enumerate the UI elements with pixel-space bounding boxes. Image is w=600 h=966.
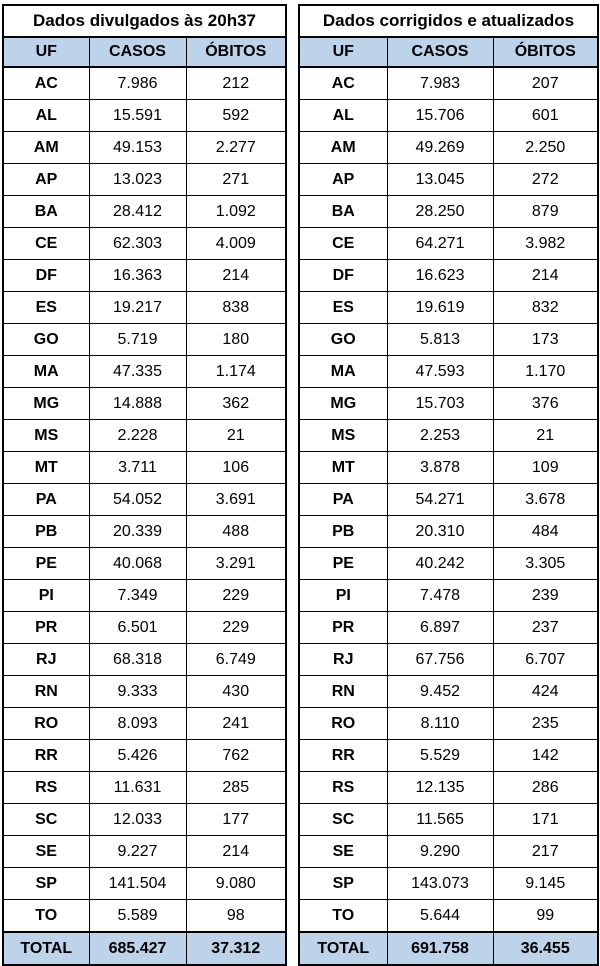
table-row — [299, 676, 598, 708]
table-row — [299, 452, 598, 484]
cell-uf: MA — [3, 356, 89, 388]
cell-casos: 8.093 — [89, 708, 186, 740]
cell-casos: 5.589 — [89, 900, 186, 933]
cell-obitos: 484 — [493, 516, 598, 548]
cell-obitos: 3.678 — [493, 484, 598, 516]
total-row — [299, 932, 598, 965]
cell-obitos: 171 — [493, 804, 598, 836]
cell-obitos: 832 — [493, 292, 598, 324]
cell-obitos: 1.174 — [186, 356, 286, 388]
cell-obitos: 1.170 — [493, 356, 598, 388]
cell-obitos: 3.291 — [186, 548, 286, 580]
cell-uf: PR — [299, 612, 387, 644]
cell-casos: 9.227 — [89, 836, 186, 868]
cell-obitos: 9.080 — [186, 868, 286, 900]
table-row — [3, 804, 286, 836]
table-row — [299, 772, 598, 804]
cell-casos: 19.619 — [387, 292, 493, 324]
cell-uf: RJ — [299, 644, 387, 676]
cell-uf: DF — [299, 260, 387, 292]
table-row — [3, 676, 286, 708]
table-row — [299, 292, 598, 324]
cell-uf: RO — [299, 708, 387, 740]
table-row — [3, 548, 286, 580]
cell-uf: DF — [3, 260, 89, 292]
cell-casos: 54.271 — [387, 484, 493, 516]
cell-uf: AC — [3, 67, 89, 100]
cell-casos: 11.631 — [89, 772, 186, 804]
cell-uf: SC — [299, 804, 387, 836]
cell-casos: 3.878 — [387, 452, 493, 484]
published-data-table — [2, 4, 287, 966]
cell-uf: RN — [299, 676, 387, 708]
table-row — [3, 580, 286, 612]
cell-uf: SP — [299, 868, 387, 900]
cell-obitos: 207 — [493, 67, 598, 100]
cell-uf: BA — [299, 196, 387, 228]
table-row — [299, 196, 598, 228]
table-row — [299, 644, 598, 676]
table-row — [3, 772, 286, 804]
table-row — [299, 740, 598, 772]
cell-casos: 15.703 — [387, 388, 493, 420]
table-title: Dados divulgados às 20h37 — [3, 5, 286, 37]
cell-obitos: 424 — [493, 676, 598, 708]
cell-obitos: 2.250 — [493, 132, 598, 164]
cell-casos: 13.045 — [387, 164, 493, 196]
cell-casos: 67.756 — [387, 644, 493, 676]
table-row — [3, 900, 286, 933]
column-header-obitos: ÓBITOS — [493, 37, 598, 67]
table-row — [299, 164, 598, 196]
cell-casos: 16.363 — [89, 260, 186, 292]
cell-obitos: 272 — [493, 164, 598, 196]
cell-casos: 5.719 — [89, 324, 186, 356]
table-row — [299, 67, 598, 100]
cell-uf: RJ — [3, 644, 89, 676]
cell-uf: PI — [3, 580, 89, 612]
cell-casos: 5.644 — [387, 900, 493, 933]
cell-casos: 7.983 — [387, 67, 493, 100]
cell-casos: 15.591 — [89, 100, 186, 132]
cell-obitos: 142 — [493, 740, 598, 772]
cell-casos: 68.318 — [89, 644, 186, 676]
cell-casos: 9.333 — [89, 676, 186, 708]
table-row — [299, 100, 598, 132]
cell-uf: SE — [3, 836, 89, 868]
cell-casos: 47.335 — [89, 356, 186, 388]
total-casos: 685.427 — [89, 932, 186, 965]
cell-obitos: 180 — [186, 324, 286, 356]
cell-casos: 20.310 — [387, 516, 493, 548]
cell-obitos: 362 — [186, 388, 286, 420]
total-row — [3, 932, 286, 965]
cell-obitos: 239 — [493, 580, 598, 612]
cell-uf: ES — [3, 292, 89, 324]
table-row — [3, 260, 286, 292]
cell-uf: PA — [299, 484, 387, 516]
table-row — [299, 516, 598, 548]
table-row — [3, 644, 286, 676]
cell-obitos: 21 — [493, 420, 598, 452]
cell-casos: 5.426 — [89, 740, 186, 772]
cell-uf: MS — [3, 420, 89, 452]
cell-obitos: 2.277 — [186, 132, 286, 164]
cell-obitos: 430 — [186, 676, 286, 708]
table-row — [3, 420, 286, 452]
table-row — [3, 708, 286, 740]
table-row — [3, 324, 286, 356]
cell-uf: AM — [299, 132, 387, 164]
cell-obitos: 173 — [493, 324, 598, 356]
cell-uf: MG — [299, 388, 387, 420]
cell-uf: RS — [299, 772, 387, 804]
cell-casos: 64.271 — [387, 228, 493, 260]
cell-casos: 49.269 — [387, 132, 493, 164]
total-obitos: 36.455 — [493, 932, 598, 965]
column-header-casos: CASOS — [387, 37, 493, 67]
cell-casos: 19.217 — [89, 292, 186, 324]
cell-uf: PA — [3, 484, 89, 516]
cell-casos: 11.565 — [387, 804, 493, 836]
cell-casos: 13.023 — [89, 164, 186, 196]
cell-uf: BA — [3, 196, 89, 228]
column-header-casos: CASOS — [89, 37, 186, 67]
cell-uf: AC — [299, 67, 387, 100]
cell-uf: TO — [3, 900, 89, 933]
cell-casos: 2.253 — [387, 420, 493, 452]
cell-obitos: 235 — [493, 708, 598, 740]
cell-casos: 62.303 — [89, 228, 186, 260]
table-row — [3, 516, 286, 548]
cell-uf: SE — [299, 836, 387, 868]
total-label: TOTAL — [3, 932, 89, 965]
table-row — [299, 548, 598, 580]
cell-uf: MT — [299, 452, 387, 484]
cell-uf: AM — [3, 132, 89, 164]
table-row — [3, 196, 286, 228]
cell-uf: GO — [3, 324, 89, 356]
cell-obitos: 488 — [186, 516, 286, 548]
cell-casos: 6.897 — [387, 612, 493, 644]
cell-obitos: 241 — [186, 708, 286, 740]
table-row — [3, 452, 286, 484]
cell-obitos: 271 — [186, 164, 286, 196]
cell-obitos: 6.749 — [186, 644, 286, 676]
cell-obitos: 285 — [186, 772, 286, 804]
cell-obitos: 6.707 — [493, 644, 598, 676]
cell-uf: PE — [299, 548, 387, 580]
cell-uf: MA — [299, 356, 387, 388]
cell-obitos: 98 — [186, 900, 286, 933]
cell-uf: SC — [3, 804, 89, 836]
cell-uf: AP — [3, 164, 89, 196]
column-header-obitos: ÓBITOS — [186, 37, 286, 67]
table-row — [299, 580, 598, 612]
cell-obitos: 214 — [493, 260, 598, 292]
table-row — [3, 484, 286, 516]
cell-casos: 8.110 — [387, 708, 493, 740]
cell-uf: PB — [3, 516, 89, 548]
table-title: Dados corrigidos e atualizados — [299, 5, 598, 37]
cell-obitos: 229 — [186, 580, 286, 612]
cell-casos: 15.706 — [387, 100, 493, 132]
cell-obitos: 21 — [186, 420, 286, 452]
cell-casos: 2.228 — [89, 420, 186, 452]
cell-casos: 28.250 — [387, 196, 493, 228]
cell-casos: 47.593 — [387, 356, 493, 388]
cell-casos: 28.412 — [89, 196, 186, 228]
table-row — [299, 356, 598, 388]
cell-casos: 12.033 — [89, 804, 186, 836]
table-row — [299, 484, 598, 516]
cell-uf: RR — [299, 740, 387, 772]
cell-obitos: 1.092 — [186, 196, 286, 228]
cell-obitos: 879 — [493, 196, 598, 228]
cell-uf: GO — [299, 324, 387, 356]
cell-obitos: 214 — [186, 260, 286, 292]
table-row — [299, 260, 598, 292]
cell-obitos: 601 — [493, 100, 598, 132]
cell-casos: 54.052 — [89, 484, 186, 516]
cell-uf: CE — [299, 228, 387, 260]
table-row — [299, 900, 598, 933]
cell-casos: 7.986 — [89, 67, 186, 100]
cell-obitos: 106 — [186, 452, 286, 484]
header-row — [3, 37, 286, 67]
cell-obitos: 109 — [493, 452, 598, 484]
cell-casos: 20.339 — [89, 516, 186, 548]
cell-uf: ES — [299, 292, 387, 324]
table-row — [299, 708, 598, 740]
table-row — [3, 100, 286, 132]
table-row — [3, 868, 286, 900]
cell-casos: 7.349 — [89, 580, 186, 612]
cell-uf: AP — [299, 164, 387, 196]
cell-obitos: 217 — [493, 836, 598, 868]
table-row — [3, 292, 286, 324]
table-row — [3, 612, 286, 644]
header-row — [299, 37, 598, 67]
cell-uf: MT — [3, 452, 89, 484]
cell-uf: PB — [299, 516, 387, 548]
total-label: TOTAL — [299, 932, 387, 965]
cell-uf: RN — [3, 676, 89, 708]
cell-obitos: 212 — [186, 67, 286, 100]
column-header-uf: UF — [299, 37, 387, 67]
cell-obitos: 3.691 — [186, 484, 286, 516]
cell-uf: PR — [3, 612, 89, 644]
cell-obitos: 592 — [186, 100, 286, 132]
table-row — [299, 388, 598, 420]
table-row — [299, 132, 598, 164]
cell-uf: RS — [3, 772, 89, 804]
cell-casos: 141.504 — [89, 868, 186, 900]
cell-casos: 9.452 — [387, 676, 493, 708]
table-row — [3, 164, 286, 196]
cell-uf: MS — [299, 420, 387, 452]
cell-casos: 5.813 — [387, 324, 493, 356]
total-obitos: 37.312 — [186, 932, 286, 965]
table-row — [3, 356, 286, 388]
cell-uf: PE — [3, 548, 89, 580]
cell-casos: 40.068 — [89, 548, 186, 580]
cell-casos: 16.623 — [387, 260, 493, 292]
table-row — [299, 324, 598, 356]
table-row — [299, 228, 598, 260]
total-casos: 691.758 — [387, 932, 493, 965]
cell-uf: RO — [3, 708, 89, 740]
cell-obitos: 376 — [493, 388, 598, 420]
cell-casos: 49.153 — [89, 132, 186, 164]
cell-casos: 40.242 — [387, 548, 493, 580]
table-row — [299, 804, 598, 836]
cell-casos: 5.529 — [387, 740, 493, 772]
table-row — [299, 612, 598, 644]
cell-obitos: 3.982 — [493, 228, 598, 260]
cell-obitos: 3.305 — [493, 548, 598, 580]
cell-uf: TO — [299, 900, 387, 933]
cell-uf: MG — [3, 388, 89, 420]
table-row — [3, 836, 286, 868]
cell-casos: 6.501 — [89, 612, 186, 644]
cell-uf: PI — [299, 580, 387, 612]
cell-obitos: 762 — [186, 740, 286, 772]
table-row — [299, 420, 598, 452]
table-row — [299, 868, 598, 900]
cell-uf: RR — [3, 740, 89, 772]
cell-obitos: 286 — [493, 772, 598, 804]
table-row — [3, 228, 286, 260]
cell-uf: AL — [3, 100, 89, 132]
cell-obitos: 214 — [186, 836, 286, 868]
cell-obitos: 237 — [493, 612, 598, 644]
cell-obitos: 9.145 — [493, 868, 598, 900]
cell-uf: AL — [299, 100, 387, 132]
cell-obitos: 4.009 — [186, 228, 286, 260]
cell-casos: 143.073 — [387, 868, 493, 900]
cell-casos: 3.711 — [89, 452, 186, 484]
table-row — [3, 388, 286, 420]
cell-uf: SP — [3, 868, 89, 900]
table-row — [299, 836, 598, 868]
cell-casos: 7.478 — [387, 580, 493, 612]
cell-obitos: 229 — [186, 612, 286, 644]
cell-uf: CE — [3, 228, 89, 260]
corrected-data-table — [298, 4, 599, 966]
table-row — [3, 132, 286, 164]
cell-obitos: 99 — [493, 900, 598, 933]
column-header-uf: UF — [3, 37, 89, 67]
table-row — [3, 67, 286, 100]
cell-obitos: 838 — [186, 292, 286, 324]
cell-casos: 9.290 — [387, 836, 493, 868]
cell-casos: 12.135 — [387, 772, 493, 804]
table-row — [3, 740, 286, 772]
cell-obitos: 177 — [186, 804, 286, 836]
cell-casos: 14.888 — [89, 388, 186, 420]
